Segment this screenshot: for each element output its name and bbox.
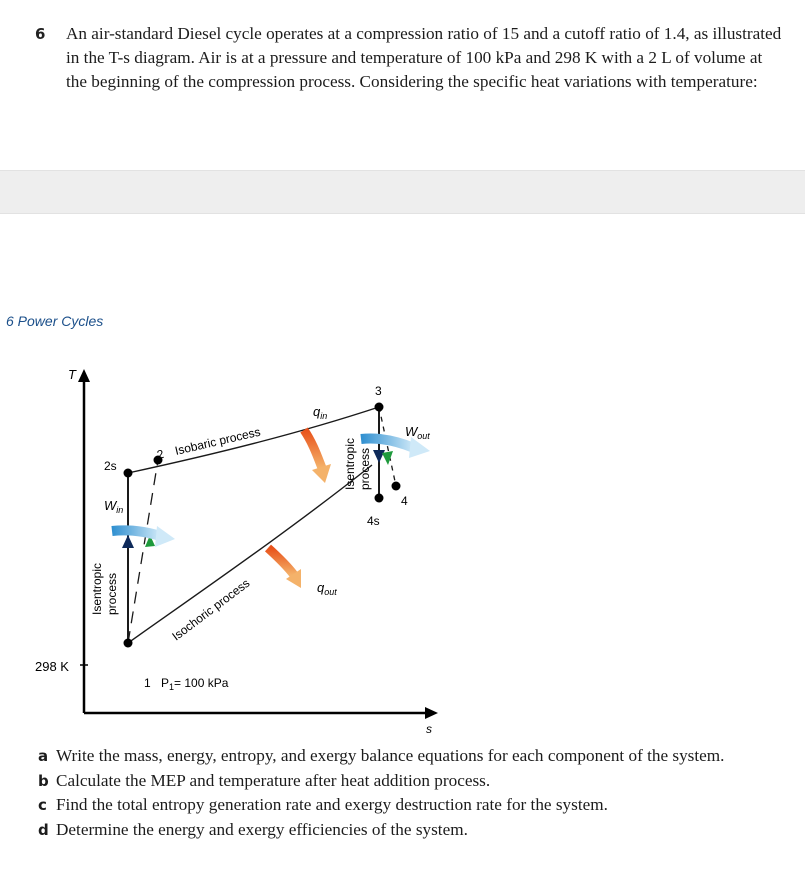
w-in-arrow: [112, 526, 175, 547]
q-out-label: $q_{out}$: [317, 580, 337, 597]
state-points: [124, 403, 401, 648]
q-in-label: $q_{in}$: [313, 404, 328, 421]
state-4-label: 4: [401, 494, 408, 508]
axis-y-label: T: [68, 367, 76, 382]
question-label: d: [38, 820, 49, 839]
question-label: b: [38, 771, 49, 790]
chapter-header: 6 Power Cycles: [6, 313, 104, 329]
state-3-label: 3: [375, 384, 382, 398]
state-1-label: 1: [144, 676, 151, 690]
problem-number: 6: [35, 25, 46, 43]
problem-statement: [35, 22, 785, 94]
problem-text: An air-standard Diesel cycle operates at a compression ratio of 15 and a cutoff ratio of 1.4, as illustrated in the T-s diagram. Air is at a pressure and temperature of 100 kPa and 298 K with a 2 L of volume at the beginning of the compression process. Considering the specific heat variations with temperature:: [66, 24, 782, 91]
q-out-arrow: [268, 548, 301, 588]
question-text: Determine the energy and exergy efficiencies of the system.: [56, 819, 468, 839]
ts-diagram: [0, 355, 805, 740]
question-b: [38, 769, 798, 794]
question-label: c: [38, 796, 47, 814]
state-2s-label: 2s: [104, 459, 117, 473]
axis-x-label: s: [426, 722, 432, 736]
question-text: Calculate the MEP and temperature after heat addition process.: [56, 770, 491, 790]
isobaric-label: Isobaric process: [173, 424, 262, 458]
state-2-label: 2: [155, 446, 166, 462]
question-list: [38, 744, 798, 842]
isentropic-left-label: Isentropicprocess: [90, 562, 119, 615]
isochoric-label: Isochoric process: [169, 576, 253, 644]
question-d: [38, 818, 798, 843]
state-4s-label: 4s: [367, 514, 380, 528]
pressure-label: $P_1= 100$ kPa: [161, 676, 229, 692]
question-text: Find the total entropy generation rate and exergy destruction rate for the system.: [56, 795, 608, 814]
question-label: a: [38, 747, 49, 765]
question-text: Write the mass, energy, entropy, and exergy balance equations for each component of the system.: [56, 746, 725, 765]
w-in-label: $W_{in}$: [104, 498, 124, 515]
temperature-label: 298 K: [35, 659, 69, 674]
isentropic-right-label: Isentropicprocess: [343, 437, 372, 490]
question-c: [38, 793, 798, 818]
section-divider: [0, 170, 805, 214]
w-out-label: $W_{out}$: [405, 424, 430, 441]
question-a: [38, 744, 798, 769]
q-in-arrow: [304, 430, 331, 483]
